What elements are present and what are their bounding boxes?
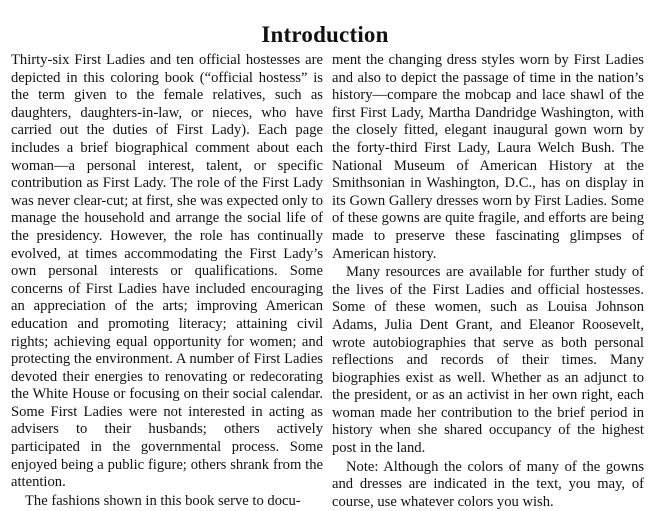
paragraph: Note: Although the colors of many of the gowns and dresses are indicated in the text, you may, of course, use whatever colors you wish.	[332, 458, 644, 510]
paragraph: Many resources are available for further study of the lives of the First Ladies and official hostesses. Some of these women, such as Louisa Johnson Adams, Julia Dent Grant, and Eleanor Roosevelt, wrote autobiographies that serve as both personal reflections and records of their times. Many biographies exist as well. Whether as an adjunct to the president, or as an activist in her own right, each woman made her contribution to the brief period in history when she shared occupancy of the highest post in the land.	[332, 264, 644, 457]
paragraph: Thirty-six First Ladies and ten official hostesses are depicted in this coloring book (“official hostess” is the term given to the female relatives, such as daughters, daughters-in-law, or nieces, who have carried out the duties of First Lady). Each page includes a brief biographical comment about each woman—a personal interest, talent, or specific contribution as First Lady. The role of the First Lady was never clear-cut; at first, she was expected only to manage the household and arrange the social life of the presidency. However, the role has continually evolved, at times accommodating the First Lady’s own personal interests or qualifications. Some concerns of First Ladies have included encouraging an appreciation of the arts; improving American education and promoting literacy; attaining civil rights; achieving equal opportunity for women; and protecting the environment. A number of First Ladies devoted their energies to renovating or redecorating the White House or focusing on their social calendar. Some First Ladies were not interested in acting as advisers to their husbands; others actively participated in the governmental process. Some enjoyed being a public figure; others shrank from the attention.	[11, 52, 323, 491]
right-column	[332, 52, 644, 511]
paragraph: ment the changing dress styles worn by First Ladies and also to depict the passage of time in the nation’s history—compare the mobcap and lace shawl of the first First Lady, Martha Dandridge Washington, with the closely fitted, elegant inaugural gown worn by the forty-third First Lady, Laura Welch Bush. The National Museum of American History at the Smithsonian in Washington, D.C., has on display in its Gown Gallery dresses worn by First Ladies. Some of these gowns are quite fragile, and efforts are being made to preserve these fascinating glimpses of American history.	[332, 52, 644, 262]
page-title: Introduction	[261, 22, 389, 47]
left-column	[11, 52, 323, 510]
paragraph: The fashions shown in this book serve to docu-	[25, 492, 301, 509]
